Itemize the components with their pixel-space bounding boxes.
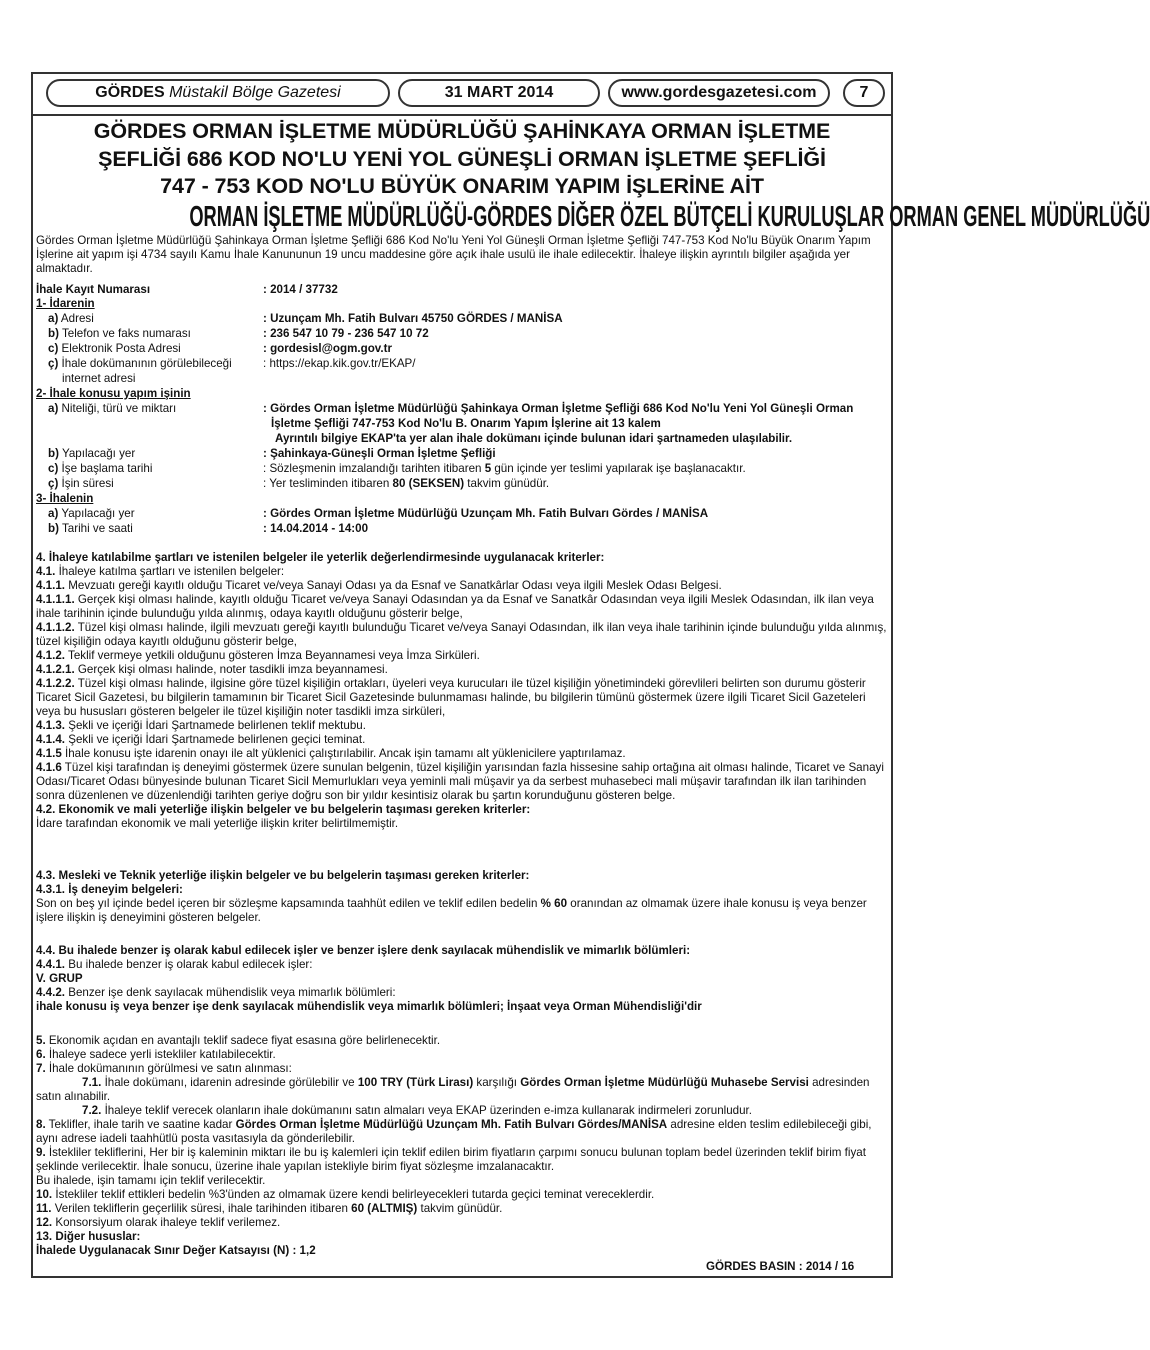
s2-a-label: a) Niteliği, türü ve miktarı bbox=[48, 402, 177, 415]
website-box bbox=[608, 79, 830, 107]
s1-c-label: c) Elektronik Posta Adresi bbox=[48, 342, 181, 355]
p4-1-3: 4.1.3. Şekli ve içeriği İdari Şartnamede belirlenen teklif mektubu. bbox=[36, 719, 366, 732]
p4-3-heading: 4.3. Mesleki ve Teknik yeterliğe ilişkin belgeler ve bu belgelerin taşıması gereken kriterler: bbox=[36, 869, 530, 882]
s1-d-value[interactable]: : https://ekap.kik.gov.tr/EKAP/ bbox=[263, 357, 416, 370]
p4-2-heading: 4.2. Ekonomik ve mali yeterliğe ilişkin belgeler ve bu belgelerin taşıması gereken kriterler: bbox=[36, 803, 531, 816]
title-line-2: ŞEFLİĞİ 686 KOD NO'LU YENİ YOL GÜNEŞLİ ORMAN İŞLETME ŞEFLİĞİ bbox=[98, 147, 826, 171]
p4-4-1: 4.4.1. Bu ihalede benzer iş olarak kabul edilecek işler: bbox=[36, 958, 313, 971]
p4-4-2: 4.4.2. Benzer işe denk sayılacak mühendislik veya mimarlık bölümleri: bbox=[36, 986, 396, 999]
section-2-heading: 2- İhale konusu yapım işinin bbox=[36, 387, 191, 400]
p4-1-2-1: 4.1.2.1. Gerçek kişi olması halinde, noter tasdikli imza beyannamesi. bbox=[36, 663, 388, 676]
s2-d-value: : Yer tesliminden itibaren 80 (SEKSEN) takvim günüdür. bbox=[263, 477, 550, 490]
issue-date: 31 MART 2014 bbox=[444, 84, 554, 101]
p4-3-1-heading: 4.3.1. İş deneyim belgeleri: bbox=[36, 883, 183, 896]
s1-d-label: ç) İhale dokümanının görülebileceği bbox=[48, 357, 232, 370]
agency-banner-text: ORMAN İŞLETME MÜDÜRLÜĞÜ-GÖRDES DİĞER ÖZEL BÜTÇELİ KURULUŞLAR ORMAN GENEL MÜDÜRLÜĞÜ bbox=[189, 201, 1150, 233]
p4-4-1-group: V. GRUP bbox=[36, 972, 83, 985]
section-4-3 bbox=[36, 869, 891, 925]
s2-b-label: b) Yapılacağı yer bbox=[48, 447, 136, 460]
s2-a-value-3: Ayrıntılı bilgiye EKAP'ta yer alan ihale dokümanı içinde bulunan idari şartnameden ulaşılabilir. bbox=[275, 432, 793, 445]
website-link[interactable]: www.gordesgazetesi.com bbox=[621, 84, 817, 101]
s2-b-value: : Şahinkaya-Güneşli Orman İşletme Şefliği bbox=[263, 447, 496, 460]
p12: 12. Konsorsiyum olarak ihaleye teklif verilemez. bbox=[36, 1216, 281, 1229]
p4-1-5: 4.1.5 İhale konusu işte idarenin onayı ile alt yüklenici çalıştırılabilir. Ancak işin tamamı alt yüklenicilere yaptırılamaz. bbox=[36, 747, 626, 760]
p6: 6. İhaleye sadece yerli istekliler katılabilecektir. bbox=[36, 1048, 276, 1061]
s3-b-value: : 14.04.2014 - 14:00 bbox=[263, 522, 369, 535]
p4-3-1-text: Son on beş yıl içinde bedel içeren bir sözleşme kapsamında taahhüt edilen ve teklif edilen bedelin % 60 oranından az olmamak üzere ihale konusu iş veya benzer işlere ilişkin iş deneyimini gösteren belgeler. bbox=[36, 897, 867, 924]
ikn-value: : 2014 / 37732 bbox=[263, 283, 338, 296]
sections-5-to-13 bbox=[36, 1034, 891, 1258]
p4-1-1-1: 4.1.1.1. Gerçek kişi olması halinde, kayıtlı olduğu Ticaret ve/veya Sanayi Odasından ya da Esnaf ve Sanatkâr Odasından veya ilgili Meslek Odasından, ilk ilan veya ihale tarihinin içinde bulunduğu yılda alınmış, odaya kayıtlı olduğunu gösterir belge, bbox=[36, 593, 874, 620]
s2-a-value-2: İşletme Şefliği 747-753 Kod No'lu B. Onarım Yapım İşlerine ait 13 kalem bbox=[271, 417, 661, 430]
s1-c-value[interactable]: : gordesisl@ogm.gov.tr bbox=[263, 342, 392, 355]
p7-2: 7.2. İhaleye teklif verecek olanların ihale dokümanını satın almaları veya EKAP üzerinden e-imza kullanarak indirmeleri zorunludur. bbox=[82, 1104, 753, 1117]
issue-date-box bbox=[398, 79, 600, 107]
p9: 9. İstekliler tekliflerini, Her bir iş kaleminin miktarı ile bu iş kalemleri için teklif edilen birim fiyatların çarpımı sonucu bulunan toplam bedel üzerinden teklif birim fiyat şeklinde verilecektir. İhale sonucu, üzerine ihale yapılan istekliyle birim fiyat sözleşme imzalanacaktır. bbox=[36, 1146, 866, 1173]
p4-1-6: 4.1.6 Tüzel kişi tarafından iş deneyimi göstermek üzere sunulan belgenin, tüzel kişiliğin yarısından fazla hissesine sahip ortağına ait olması halinde, Ticaret ve Sanayi Odası/Ticaret Odası bünyesinde bulunan Ticaret Sicil Memurlukları veya yeminli mali müşavir ya da serbest muhasebeci mali müşavir tarafından ilk ilan tarihinden sonra düzenlenen ve düzenlendiği tarihten geriye doğru son bir yıldır kesintisiz olarak bu şartın korunduğunu gösteren belge. bbox=[36, 761, 884, 802]
p4-1-2-2: 4.1.2.2. Tüzel kişi olması halinde, ilgisine göre tüzel kişiliğin ortakları, üyeleri veya kurucuları ile tüzel kişiliğin yönetimindeki görevlileri belirten son durumu gösterir Ticaret Sicil Gazetesi, bu bilgilerin tamamının bir Ticaret Sicil Gazetesinde bulunmaması halinde, bu bilgilerin tümünü göstermek üzere ilgili Ticaret Sicil Gazeteleri veya bu hususları gösteren belgeler ile tüzel kişiliğin noter tasdikli imza sirküleri, bbox=[36, 677, 866, 718]
p4-2-text: İdare tarafından ekonomik ve mali yeterliğe ilişkin kriter belirtilmemiştir. bbox=[36, 817, 399, 830]
p10: 10. İstekliler teklif ettikleri bedelin %3'ünden az olmamak üzere kendi belirleyecekleri tutarda geçici teminat vereceklerdir. bbox=[36, 1188, 655, 1201]
title-line-3: 747 - 753 KOD NO'LU BÜYÜK ONARIM YAPIM İŞLERİNE AİT bbox=[160, 174, 764, 198]
section-4-body bbox=[36, 551, 891, 831]
section-4-4 bbox=[36, 944, 891, 1014]
intro-paragraph: Gördes Orman İşletme Müdürlüğü Şahinkaya Orman İşletme Şefliği 686 Kod No'lu Yeni Yol Güneşli Orman İşletme Şefliği 747-753 Kod No'lu Büyük Onarım Yapım İşlerine ait yapım işi 4734 sayılı Kamu İhale Kanununun 19 uncu maddesine göre açık ihale usulü ile ihale edilecektir. İhaleye ilişkin ayrıntılı bilgiler aşağıda yer almaktadır. bbox=[36, 234, 871, 275]
section-3-heading: 3- İhalenin bbox=[36, 492, 94, 505]
p8: 8. Teklifler, ihale tarih ve saatine kadar Gördes Orman İşletme Müdürlüğü Uzunçam Mh. Fatih Bulvarı Gördes/MANİSA adresine elden teslim edilebileceği gibi, aynı adrese iadeli taahhütlü posta vasıtasıyla da gönderilebilir. bbox=[36, 1118, 872, 1145]
footer-code: GÖRDES BASIN : 2014 / 16 bbox=[706, 1260, 855, 1273]
page-number: 7 bbox=[859, 84, 869, 101]
s1-a-label: a) Adresi bbox=[48, 312, 94, 325]
p9-b: Bu ihalede, işin tamamı için teklif verilecektir. bbox=[36, 1174, 266, 1187]
p4-heading: 4. İhaleye katılabilme şartları ve istenilen belgeler ile yeterlik değerlendirmesinde uygulanacak kriterler: bbox=[36, 551, 605, 564]
page-number-box bbox=[843, 79, 885, 107]
s1-d-label-cont: internet adresi bbox=[62, 372, 136, 385]
ikn-label: İhale Kayıt Numarası bbox=[36, 283, 151, 296]
p4-1-4: 4.1.4. Şekli ve içeriği İdari Şartnamede belirlenen geçici teminat. bbox=[36, 733, 366, 746]
s2-d-label: ç) İşin süresi bbox=[48, 477, 114, 490]
s1-b-value: : 236 547 10 79 - 236 547 10 72 bbox=[263, 327, 429, 340]
s1-a-value: : Uzunçam Mh. Fatih Bulvarı 45750 GÖRDES / MANİSA bbox=[263, 312, 563, 325]
newspaper-subtitle: Müstakil Bölge Gazetesi bbox=[169, 84, 341, 101]
header-divider bbox=[31, 114, 893, 116]
s1-b-label: b) Telefon ve faks numarası bbox=[48, 327, 191, 340]
s2-c-value: : Sözleşmenin imzalandığı tarihten itibaren 5 gün içinde yer teslimi yapılarak işe başlanacaktır. bbox=[263, 462, 746, 475]
s3-a-label: a) Yapılacağı yer bbox=[48, 507, 135, 520]
p7-1: 7.1. İhale dokümanı, idarenin adresinde görülebilir ve 100 TRY (Türk Lirası) karşılığı Gördes Orman İşletme Müdürlüğü Muhasebe Servisi adresinden satın alınabilir. bbox=[36, 1076, 870, 1103]
p4-4-heading: 4.4. Bu ihalede benzer iş olarak kabul edilecek işler ve benzer işlere denk sayılacak mühendislik ve mimarlık bölümleri: bbox=[36, 944, 691, 957]
p13-heading: 13. Diğer hususlar: bbox=[36, 1230, 141, 1243]
p13-text: İhalede Uygulanacak Sınır Değer Katsayısı (N) : 1,2 bbox=[36, 1244, 316, 1257]
p4-4-2-text: ihale konusu iş veya benzer işe denk sayılacak mühendislik veya mimarlık bölümleri; İnşaat veya Orman Mühendisliği'dir bbox=[36, 1000, 702, 1013]
p4-1-1-2: 4.1.1.2. Tüzel kişi olması halinde, ilgili mevzuatı gereği kayıtlı bulunduğu Ticaret ve/veya Sanayi Odasından, ilk ilan veya ihale tarihinin içinde bulunduğu yılda alınmış, tüzel kişiliğin odaya kayıtlı olduğunu gösterir belge, bbox=[36, 621, 887, 648]
s2-c-label: c) İşe başlama tarihi bbox=[48, 462, 153, 475]
p4-1-2: 4.1.2. Teklif vermeye yetkili olduğunu gösteren İmza Beyannamesi veya İmza Sirküleri. bbox=[36, 649, 480, 662]
title-line-1: GÖRDES ORMAN İŞLETME MÜDÜRLÜĞÜ ŞAHİNKAYA ORMAN İŞLETME bbox=[93, 119, 831, 143]
newspaper-name-box bbox=[46, 79, 390, 107]
section-1-heading: 1- İdarenin bbox=[36, 297, 95, 310]
s2-a-value-1: : Gördes Orman İşletme Müdürlüğü Şahinkaya Orman İşletme Şefliği 686 Kod No'lu Yeni Yol Güneşli Orman bbox=[263, 402, 854, 415]
p4-1-1: 4.1.1. Mevzuatı gereği kayıtlı olduğu Ticaret ve/veya Sanayi Odası ya da Esnaf ve Sanatkârlar Odası veya ilgili Meslek Odası Belgesi. bbox=[36, 579, 722, 592]
p5: 5. Ekonomik açıdan en avantajlı teklif sadece fiyat esasına göre belirlenecektir. bbox=[36, 1034, 441, 1047]
s3-b-label: b) Tarihi ve saati bbox=[48, 522, 133, 535]
agency-banner bbox=[189, 201, 1150, 233]
p7: 7. İhale dokümanının görülmesi ve satın alınması: bbox=[36, 1062, 292, 1075]
p4-1: 4.1. İhaleye katılma şartları ve istenilen belgeler: bbox=[36, 565, 285, 578]
s3-a-value: : Gördes Orman İşletme Müdürlüğü Uzunçam Mh. Fatih Bulvarı Gördes / MANİSA bbox=[263, 507, 709, 520]
p11: 11. Verilen tekliflerin geçerlilik süresi, ihale tarihinden itibaren 60 (ALTMIŞ) takvim günüdür. bbox=[36, 1202, 503, 1215]
newspaper-name: GÖRDES bbox=[95, 84, 165, 101]
